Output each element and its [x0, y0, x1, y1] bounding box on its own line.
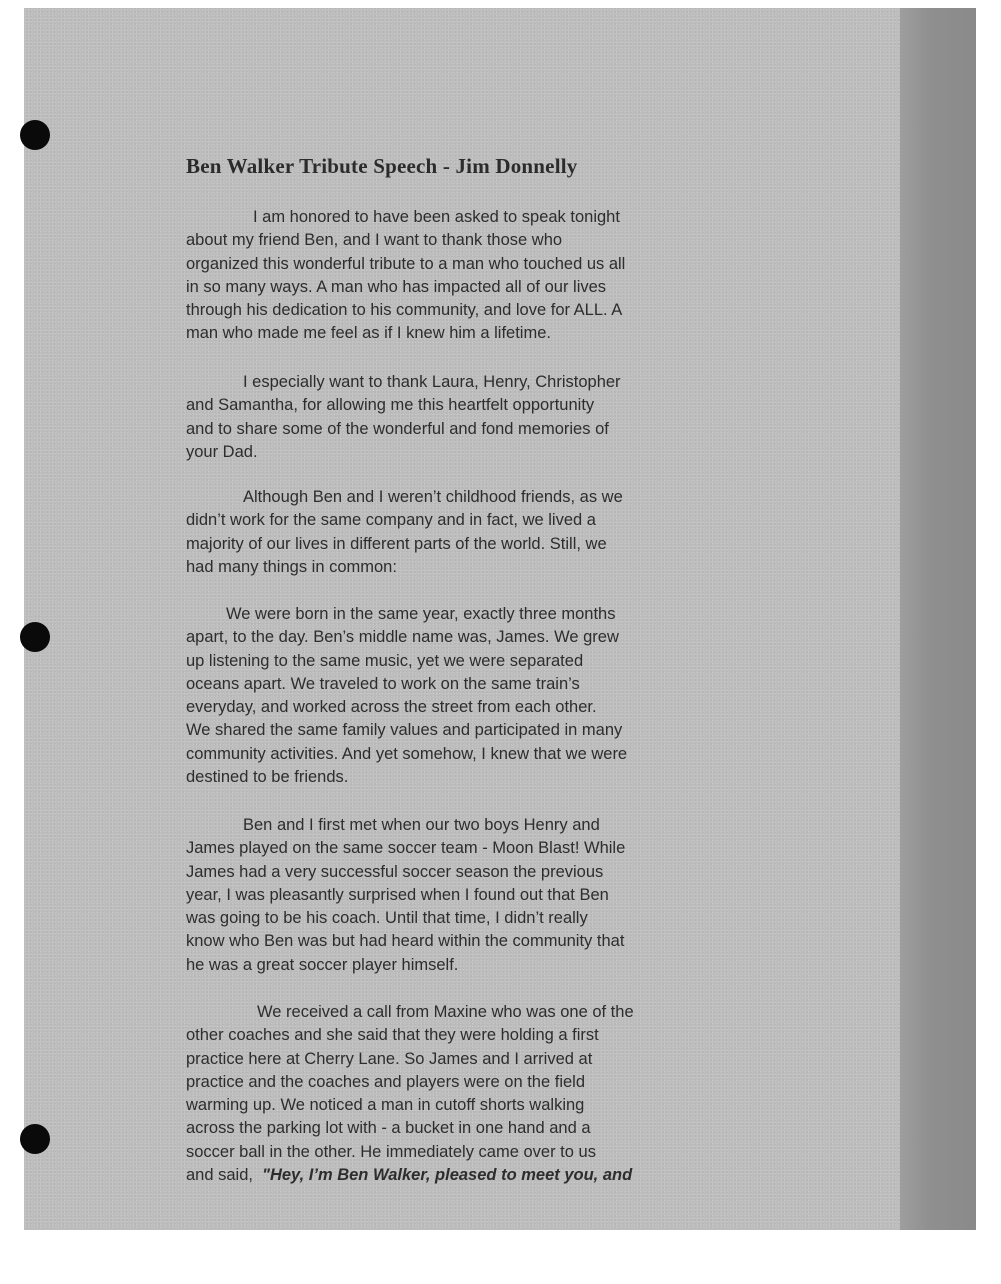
speech-title: Ben Walker Tribute Speech - Jim Donnelly	[186, 154, 578, 178]
text-line: up listening to the same music, yet we were separated	[186, 651, 584, 670]
text-line: everyday, and worked across the street from each other.	[186, 698, 597, 717]
punch-hole-bottom	[20, 1124, 50, 1154]
text-line: know who Ben was but had heard within the community that	[186, 932, 625, 951]
text-line: other coaches and she said that they were holding a first	[186, 1026, 599, 1045]
paragraph-2	[186, 371, 621, 464]
paragraph-6	[186, 1001, 634, 1187]
text-line: We received a call from Maxine who was one of the	[257, 1003, 634, 1021]
text-line: organized this wonderful tribute to a man who touched us all	[186, 254, 626, 273]
text-line: apart, to the day. Ben’s middle name was, James. We grew	[186, 628, 619, 647]
text-line: oceans apart. We traveled to work on the same train’s	[186, 674, 580, 693]
text-line: and Samantha, for allowing me this heartfelt opportunity	[186, 396, 595, 415]
page-edge-shadow	[900, 8, 976, 1230]
paragraph-5	[186, 814, 625, 977]
text-line: didn’t work for the same company and in fact, we lived a	[186, 511, 596, 530]
paragraph-3	[186, 486, 623, 579]
text-line: was going to be his coach. Until that time, I didn’t really	[186, 909, 588, 928]
text-line: I especially want to thank Laura, Henry, Christopher	[243, 373, 621, 391]
text-line: Ben and I first met when our two boys Henry and	[243, 816, 600, 834]
paragraph-1	[186, 206, 625, 346]
text-line: practice and the coaches and players were on the field	[186, 1072, 585, 1091]
text-line: community activities. And yet somehow, I knew that we were	[186, 744, 628, 763]
paragraph-4	[186, 603, 627, 789]
text-line: destined to be friends.	[186, 768, 349, 787]
text-line: Although Ben and I weren’t childhood friends, as we	[243, 488, 623, 506]
text-line-prefix: and said,	[186, 1166, 263, 1185]
text-line: We shared the same family values and participated in many	[186, 721, 623, 740]
punch-hole-top	[20, 120, 50, 150]
text-line: I am honored to have been asked to speak tonight	[253, 208, 620, 226]
text-line: practice here at Cherry Lane. So James and I arrived at	[186, 1049, 593, 1068]
text-line: in so many ways. A man who has impacted all of our lives	[186, 277, 607, 296]
quote-text: "Hey, I’m Ben Walker, pleased to meet you, and	[262, 1166, 633, 1185]
text-line: majority of our lives in different parts of the world. Still, we	[186, 534, 607, 553]
text-line: had many things in common:	[186, 557, 397, 576]
text-line: through his dedication to his community, and love for ALL. A	[186, 301, 623, 320]
text-line: he was a great soccer player himself.	[186, 955, 459, 974]
text-line: We were born in the same year, exactly three months	[226, 605, 616, 623]
text-line: James had a very successful soccer season the previous	[186, 862, 604, 881]
punch-hole-middle	[20, 622, 50, 652]
text-line: across the parking lot with - a bucket in one hand and a	[186, 1119, 591, 1138]
text-line: and to share some of the wonderful and fond memories of	[186, 419, 609, 438]
text-line: your Dad.	[186, 442, 258, 461]
text-line: warming up. We noticed a man in cutoff shorts walking	[186, 1096, 585, 1115]
text-line: year, I was pleasantly surprised when I found out that Ben	[186, 885, 609, 904]
text-line: about my friend Ben, and I want to thank those who	[186, 231, 563, 250]
text-line-with-quote	[186, 1164, 634, 1187]
text-line: man who made me feel as if I knew him a lifetime.	[186, 324, 551, 343]
text-line: soccer ball in the other. He immediately came over to us	[186, 1142, 596, 1161]
text-line: James played on the same soccer team - Moon Blast! While	[186, 839, 626, 858]
